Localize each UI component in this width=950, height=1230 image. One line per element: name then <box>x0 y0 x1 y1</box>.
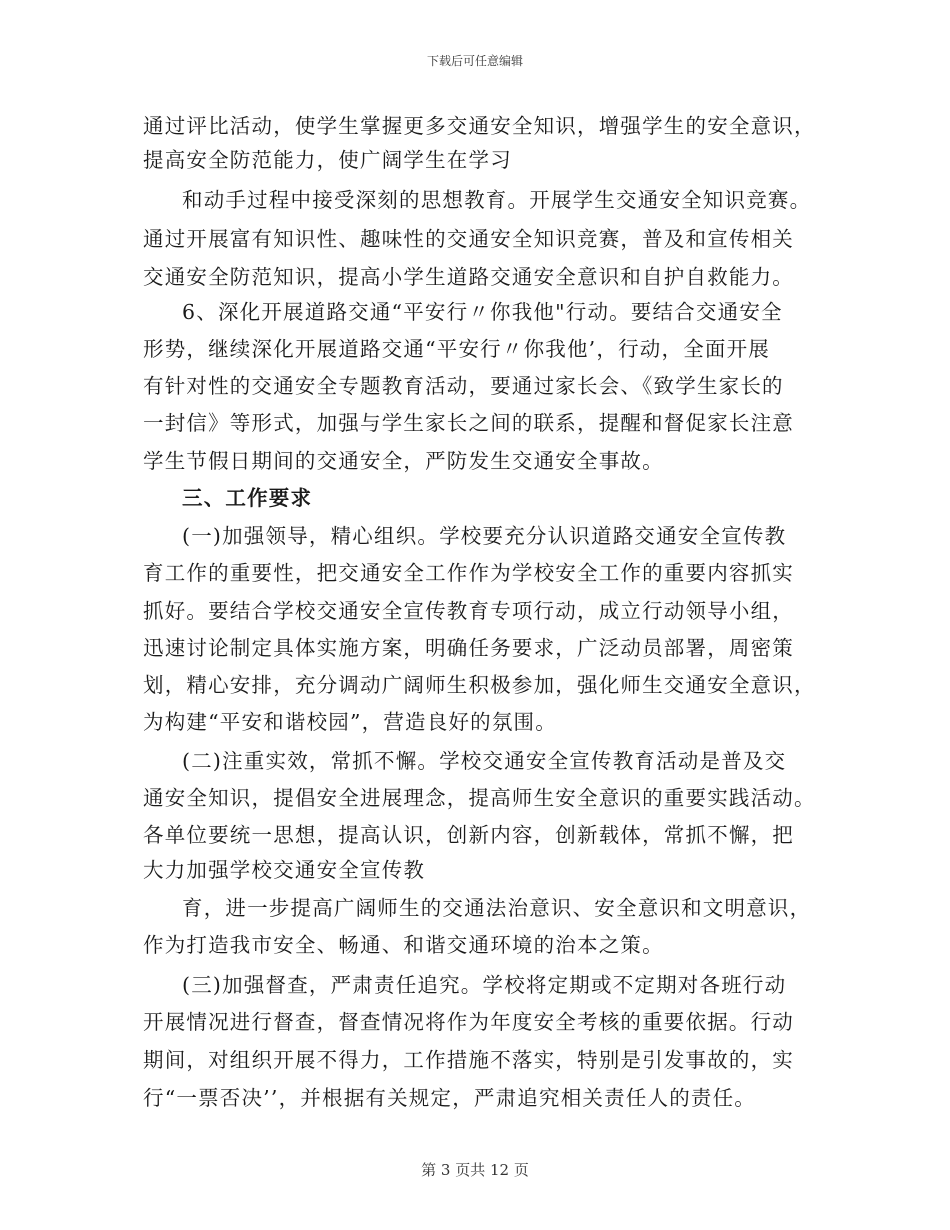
body-line: 通安全知识，提倡安全进展理念，提高师生安全意识的重要实践活动。 <box>143 786 816 810</box>
body-line: 开展情况进行督查，督查情况将作为年度安全考核的重要依据。行动 <box>143 1010 794 1034</box>
body-line: 有针对性的交通安全专题教育活动，要通过家长会、《致学生家长的 <box>143 374 784 398</box>
page-header: 下载后可任意编辑 <box>426 54 523 68</box>
body-line: 和动手过程中接受深刻的思想教育。开展学生交通安全知识竞赛。 <box>182 188 812 212</box>
body-line: 学生节假日期间的交通安全，严防发生交通安全事故。 <box>143 449 664 473</box>
body-line: 通过开展富有知识性、趣味性的交通安全知识竞赛，普及和宣传相关 <box>143 227 794 251</box>
body-line: 迅速讨论制定具体实施方案，明确任务要求，广泛动员部署，周密策 <box>143 636 794 660</box>
body-line: 6、深化开展道路交通“平安行〃你我他"行动。要结合交通安全 <box>182 300 783 324</box>
body-line: 一封信》等形式，加强与学生家长之间的联系，提醒和督促家长注意 <box>143 411 794 435</box>
body-line: 行“一票否决’’，并根据有关规定，严肃追究相关责任人的责任。 <box>143 1086 757 1110</box>
page-footer: 第 3 页共 12 页 <box>421 1161 529 1179</box>
body-line: 形势，继续深化开展道路交通“平安行〃你我他’，行动，全面开展 <box>143 337 770 361</box>
body-line: 抓好。要结合学校交通安全宣传教育专项行动，成立行动领导小组， <box>143 599 794 623</box>
body-line: 为构建“平安和谐校园”，营造良好的氛围。 <box>143 710 557 734</box>
body-line: (二)注重实效，常抓不懈。学校交通安全宣传教育活动是普及交 <box>182 749 787 773</box>
body-line: 提高安全防范能力，使广阔学生在学习 <box>143 148 512 172</box>
body-line: 划，精心安排，充分调动广阔师生积极参加，强化师生交通安全意识， <box>143 673 816 697</box>
body-line: 大力加强学校交通安全宣传教 <box>143 858 426 882</box>
body-line: 期间，对组织开展不得力，工作措施不落实，特别是引发事故的，实 <box>143 1048 794 1072</box>
section-heading: 三、工作要求 <box>182 486 313 510</box>
body-line: 通过评比活动，使学生掌握更多交通安全知识，增强学生的安全意识， <box>143 114 816 138</box>
body-line: (三)加强督查，严肃责任追究。学校将定期或不定期对各班行动 <box>182 973 787 997</box>
body-line: 育工作的重要性，把交通安全工作作为学校安全工作的重要内容抓实 <box>143 561 794 585</box>
body-line: 育，进一步提高广阔师生的交通法治意识、安全意识和文明意识， <box>182 896 812 920</box>
body-line: (一)加强领导，精心组织。学校要充分认识道路交通安全宣传教 <box>182 524 787 548</box>
body-line: 各单位要统一思想，提高认识，创新内容，创新载体，常抓不懈，把 <box>143 823 794 847</box>
body-line: 交通安全防范知识，提高小学生道路交通安全意识和自护自救能力。 <box>143 265 794 289</box>
body-line: 作为打造我市安全、畅通、和谐交通环境的治本之策。 <box>143 933 664 957</box>
